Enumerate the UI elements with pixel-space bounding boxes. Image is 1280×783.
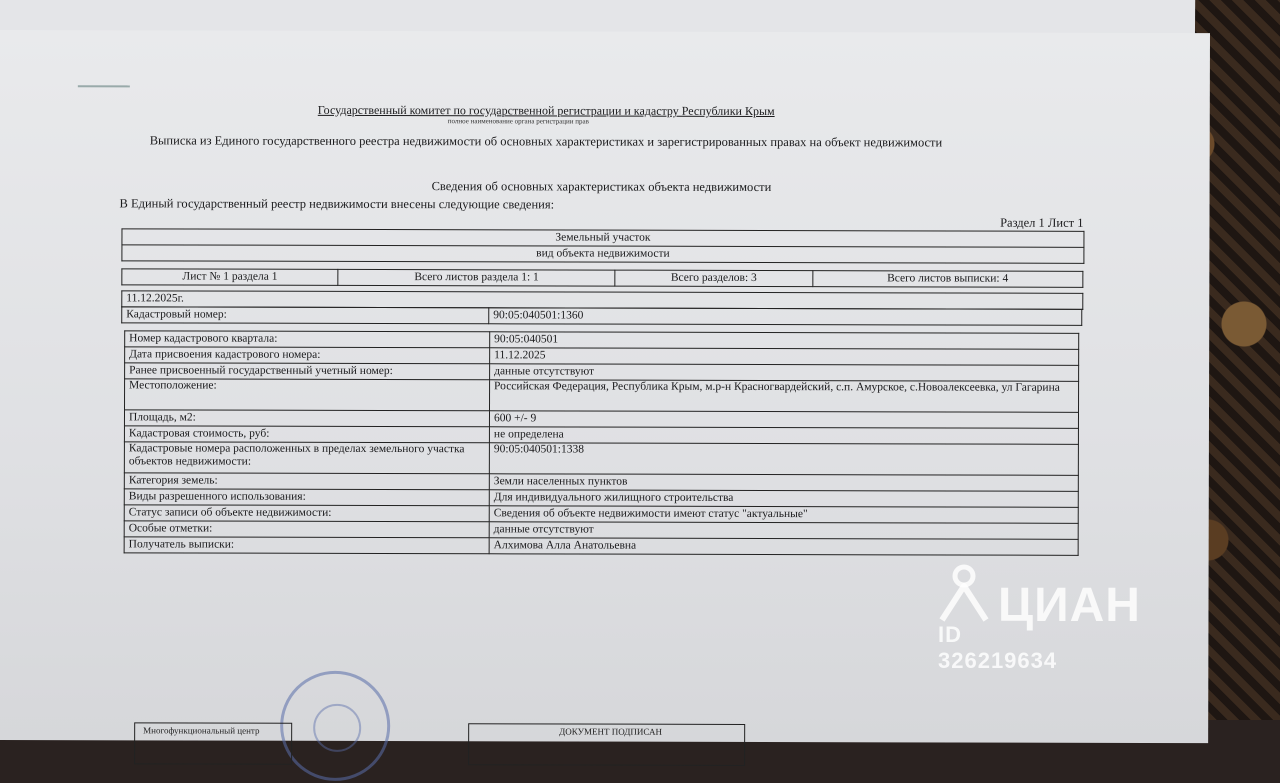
- row-value: 90:05:040501:1338: [489, 443, 1078, 476]
- sheet-number: Лист № 1 раздела 1: [122, 269, 338, 286]
- row-value: 90:05:040501: [490, 332, 1079, 350]
- mfc-box: [134, 722, 292, 764]
- row-label: Площадь, м2:: [124, 410, 489, 427]
- row-value: Российская Федерация, Республика Крым, м.р-н Красногвардейский, с.п. Амурское, с.Новоалексеевка, ул Гагарина: [490, 380, 1079, 413]
- table-row: [124, 537, 1078, 555]
- organization-caption: полное наименование органа регистрации прав: [447, 117, 589, 126]
- row-value: 11.12.2025: [490, 348, 1079, 366]
- characteristics-table: [124, 330, 1080, 555]
- binder-mark: [78, 85, 130, 87]
- location-pin-icon: [938, 562, 990, 622]
- watermark-brand: ЦИАН: [998, 579, 1141, 632]
- cadastral-number-value: 90:05:040501:1360: [489, 308, 1082, 326]
- table-row: [125, 379, 1079, 412]
- row-label: Категория земель:: [124, 473, 489, 490]
- sheets-table: [121, 268, 1083, 288]
- table-row: [125, 347, 1079, 365]
- row-value: Земли населенных пунктов: [489, 474, 1078, 492]
- table-row: [125, 331, 1079, 349]
- row-value: данные отсутствуют: [489, 522, 1078, 540]
- table-row: [124, 489, 1078, 507]
- table-row: [124, 505, 1078, 523]
- total-sheets-section: Всего листов раздела 1: 1: [338, 269, 615, 286]
- row-value: Сведения об объекте недвижимости имеют статус "актуальные": [489, 506, 1078, 524]
- table-row: [125, 363, 1079, 381]
- signed-label: ДОКУМЕНТ ПОДПИСАН: [559, 726, 663, 737]
- object-type-table: [121, 228, 1084, 264]
- cadastral-table: [121, 306, 1082, 326]
- mfc-label: Многофункциональный центр: [143, 725, 260, 736]
- stamp-seal: [280, 671, 390, 781]
- extract-date: 11.12.2025г.: [122, 291, 1083, 310]
- section-title: Сведения об основных характеристиках объекта недвижимости: [431, 179, 772, 195]
- cadastral-number-label: Кадастровый номер:: [122, 307, 489, 324]
- total-sections: Всего разделов: 3: [615, 270, 812, 287]
- row-value: Алхимова Алла Анатольевна: [489, 538, 1078, 556]
- organization-name: Государственный комитет по государственной регистрации и кадастру Республики Крым: [317, 102, 775, 119]
- row-label: Дата присвоения кадастрового номера:: [125, 347, 490, 364]
- object-type: Земельный участок: [122, 229, 1084, 248]
- row-label: Получатель выписки:: [124, 537, 489, 554]
- row-value: 600 +/- 9: [489, 411, 1078, 429]
- row-label: Местоположение:: [125, 379, 490, 411]
- row-label: Статус записи об объекте недвижимости:: [124, 505, 489, 522]
- signature-box: [468, 723, 745, 766]
- intro-text: В Единый государственный реестр недвижимости внесены следующие сведения:: [119, 196, 555, 212]
- extract-title: Выписка из Единого государственного реестра недвижимости об основных характеристиках и зарегистрированных правах на объект недвижимости: [149, 133, 943, 150]
- row-label: Номер кадастрового квартала:: [125, 331, 490, 348]
- row-value: Для индивидуального жилищного строительства: [489, 490, 1078, 508]
- total-sheets-extract: Всего листов выписки: 4: [812, 271, 1082, 288]
- watermark-id: ID 326219634: [938, 622, 1058, 673]
- section-sheet-label: Раздел 1 Лист 1: [1000, 215, 1084, 230]
- row-value: не определена: [489, 427, 1078, 445]
- row-label: Кадастровая стоимость, руб:: [124, 426, 489, 443]
- row-value: данные отсутствуют: [490, 364, 1079, 382]
- table-row: [124, 442, 1078, 475]
- row-label: Виды разрешенного использования:: [124, 489, 489, 506]
- object-type-caption: вид объекта недвижимости: [122, 245, 1084, 264]
- table-row: [124, 426, 1078, 444]
- row-label: Ранее присвоенный государственный учетный номер:: [125, 363, 490, 380]
- row-label: Особые отметки:: [124, 521, 489, 538]
- row-label: Кадастровые номера расположенных в пределах земельного участка объектов недвижимости:: [124, 442, 489, 474]
